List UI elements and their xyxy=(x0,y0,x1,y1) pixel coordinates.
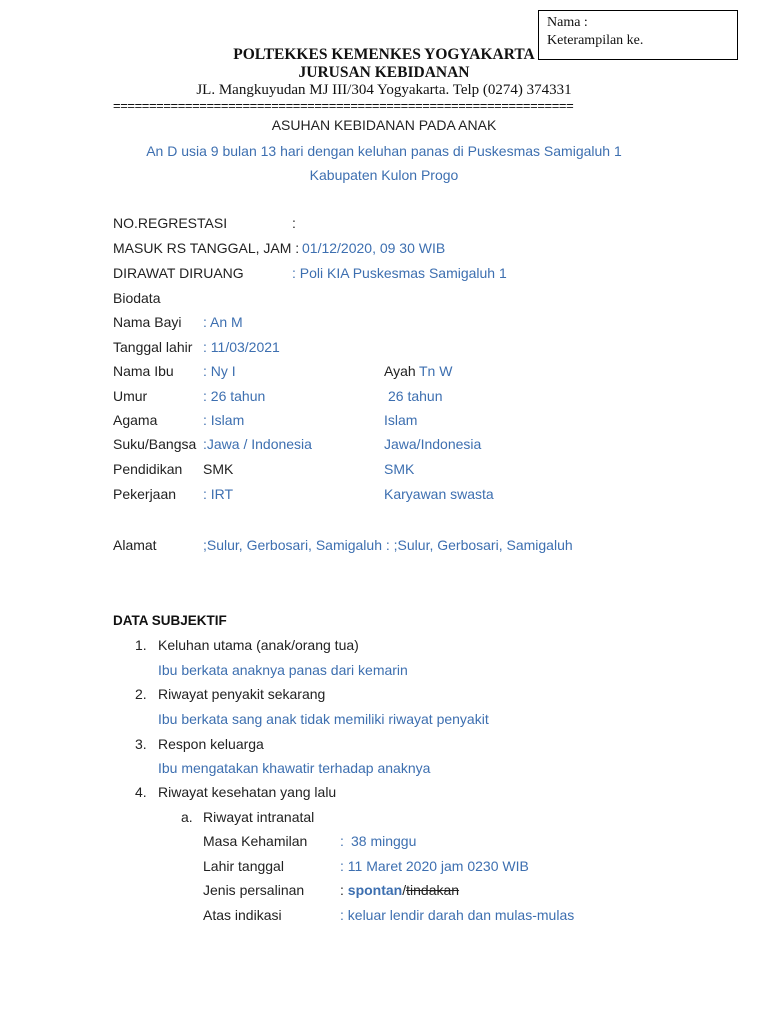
item-2-answer: Ibu berkata sang anak tidak memiliki riwayat penyakit xyxy=(158,711,489,727)
education-label: Pendidikan xyxy=(113,461,183,477)
address-label: Alamat xyxy=(113,537,157,553)
admission-date-label: MASUK RS TANGGAL, JAM : xyxy=(113,240,300,256)
subjective-heading: DATA SUBJEKTIF xyxy=(113,613,227,628)
father-religion-value: Islam xyxy=(384,412,418,428)
item-1-number: 1. xyxy=(135,637,147,653)
mother-name-value: : Ny I xyxy=(203,363,236,379)
address-separator: : xyxy=(381,537,394,553)
subtitle-line-2: Kabupaten Kulon Progo xyxy=(309,167,459,183)
item-1-answer: Ibu berkata anaknya panas dari kemarin xyxy=(158,662,408,678)
father-education-value: SMK xyxy=(384,461,415,477)
birth-date-label: Tanggal lahir xyxy=(113,339,193,355)
ethnicity-label: Suku/Bangsa xyxy=(113,436,197,452)
address-line xyxy=(203,537,573,553)
institution-address: JL. Mangkuyudan MJ III/304 Yogyakarta. Telp (0274) 374331 xyxy=(196,82,572,98)
delivery-type-label: Jenis persalinan xyxy=(203,882,305,898)
father-occupation-value: Karyawan swasta xyxy=(384,486,494,502)
item-4-number: 4. xyxy=(135,784,147,800)
mother-address-value: ;Sulur, Gerbosari, Samigaluh xyxy=(203,537,382,553)
subtitle-line-1: An D usia 9 bulan 13 hari dengan keluhan panas di Puskesmas Samigaluh 1 xyxy=(146,143,622,159)
item-2-label: Riwayat penyakit sekarang xyxy=(158,686,326,702)
delivery-spontan: spontan xyxy=(347,882,403,898)
mother-name-label: Nama Ibu xyxy=(113,363,174,379)
indication-value: : keluar lendir darah dan mulas-mulas xyxy=(340,907,575,923)
document-title: ASUHAN KEBIDANAN PADA ANAK xyxy=(271,117,497,133)
name-field-label: Nama : xyxy=(547,15,588,30)
mother-education-value: SMK xyxy=(203,461,234,477)
gestation-colon: : xyxy=(340,833,344,849)
delivery-slash: / xyxy=(402,882,407,898)
mother-religion-value: : Islam xyxy=(203,412,245,428)
delivery-type-value xyxy=(340,882,459,898)
father-age-value: 26 tahun xyxy=(388,388,443,404)
occupation-label: Pekerjaan xyxy=(113,486,177,502)
baby-name-label: Nama Bayi xyxy=(113,314,182,330)
birth-date-value: : 11/03/2021 xyxy=(203,339,280,355)
mother-age-value: : 26 tahun xyxy=(203,388,266,404)
delivery-tindakan-struck: tindakan xyxy=(406,882,460,898)
header-rule: ================================================================ xyxy=(113,98,574,113)
item-4-label: Riwayat kesehatan yang lalu xyxy=(158,784,337,800)
mother-ethnicity-value: :Jawa / Indonesia xyxy=(203,436,312,452)
item-3-answer: Ibu mengatakan khawatir terhadap anaknya xyxy=(158,760,431,776)
item-3-label: Respon keluarga xyxy=(158,736,264,752)
father-name-value: Tn W xyxy=(419,363,453,379)
registration-label: NO.REGRESTASI xyxy=(113,215,228,231)
birth-datetime-value: : 11 Maret 2020 jam 0230 WIB xyxy=(340,858,529,874)
item-2-number: 2. xyxy=(135,686,147,702)
father-name-label: Ayah xyxy=(384,363,416,379)
admission-date-value: 01/12/2020, 09 30 WIB xyxy=(302,240,446,256)
ward-value: : Poli KIA Puskesmas Samigaluh 1 xyxy=(292,265,507,281)
indication-label: Atas indikasi xyxy=(203,907,282,923)
delivery-type-colon: : xyxy=(340,882,344,898)
ward-label: DIRAWAT DIRUANG xyxy=(113,265,244,281)
keterampilan-label: Keterampilan ke. xyxy=(547,33,644,48)
department-name: JURUSAN KEBIDANAN xyxy=(298,64,470,81)
religion-label: Agama xyxy=(113,412,158,428)
father-address-value: ;Sulur, Gerbosari, Samigaluh xyxy=(393,537,573,553)
institution-name: POLTEKKES KEMENKES YOGYAKARTA xyxy=(233,46,535,63)
mother-occupation-value: : IRT xyxy=(203,486,234,502)
father-ethnicity-value: Jawa/Indonesia xyxy=(384,436,482,452)
age-label: Umur xyxy=(113,388,148,404)
baby-name-value: : An M xyxy=(203,314,243,330)
sub-a-label: Riwayat intranatal xyxy=(203,809,315,825)
item-1-label: Keluhan utama (anak/orang tua) xyxy=(158,637,359,653)
registration-colon: : xyxy=(292,215,296,231)
birth-datetime-label: Lahir tanggal xyxy=(203,858,284,874)
sub-a-letter: a. xyxy=(181,809,193,825)
gestation-label: Masa Kehamilan xyxy=(203,833,308,849)
gestation-value: 38 minggu xyxy=(351,833,417,849)
item-3-number: 3. xyxy=(135,736,147,752)
biodata-heading: Biodata xyxy=(113,290,161,306)
